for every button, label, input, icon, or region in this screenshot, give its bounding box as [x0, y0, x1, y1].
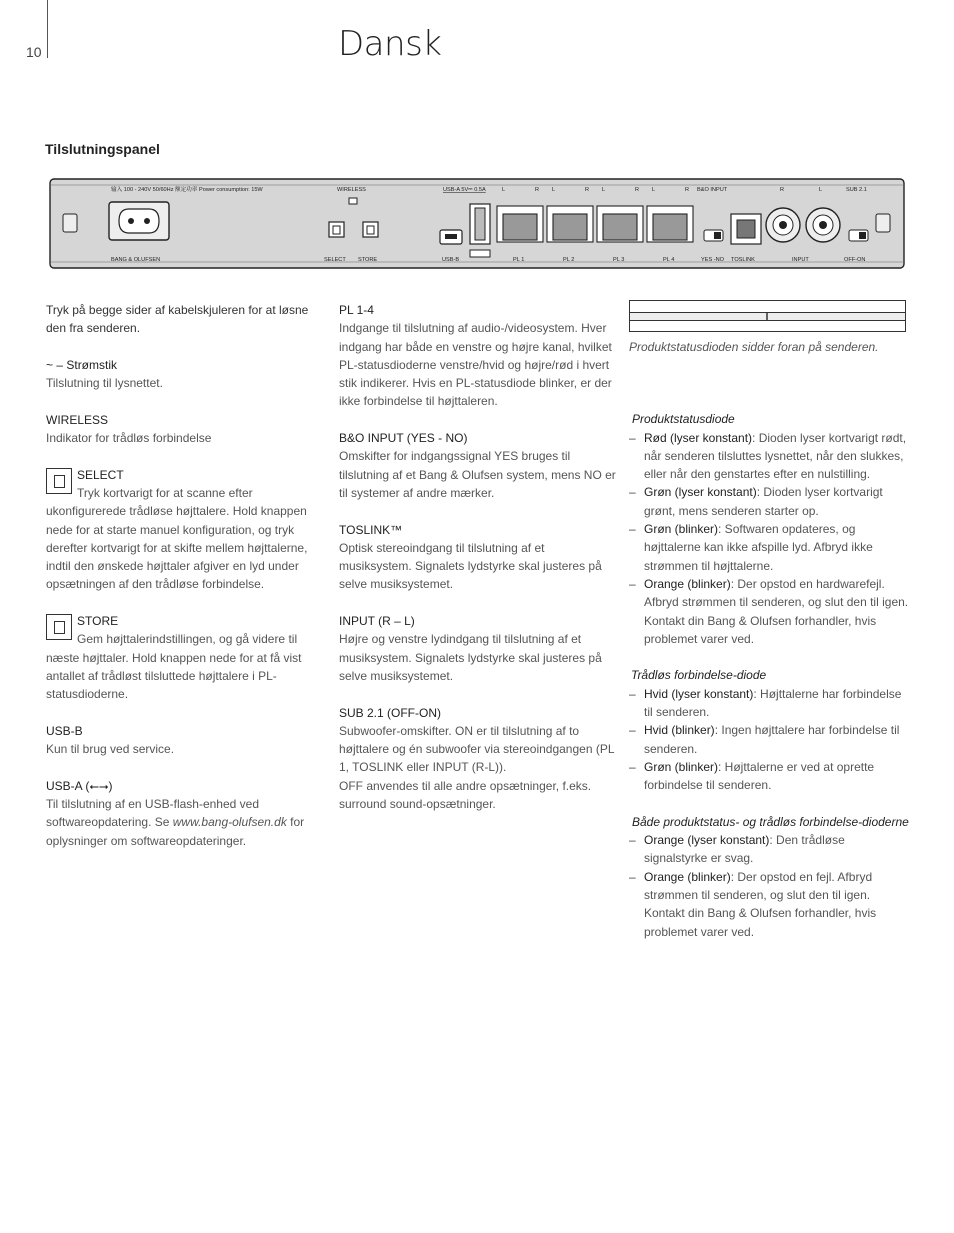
usba-body-1: Til tilslutning af en USB-flash-enhed ved softwareopdatering. Se: [46, 797, 259, 830]
page-number: 10: [26, 44, 42, 60]
label-input: INPUT: [792, 257, 809, 263]
label-channel-1: L: [502, 187, 506, 193]
both-diodes-heading: Både produktstatus- og trådløs forbindelse-dioderne: [632, 814, 909, 829]
list-item-description: : Softwaren opdateres, og højttalerne kan ikke afspille lyd. Afbryd ikke strømmen til højttalerne.: [644, 522, 873, 573]
usbb-heading: USB-B: [46, 723, 83, 738]
bo-input-heading: B&O INPUT (YES - NO): [339, 431, 468, 446]
pl-body: Indgange til tilslutning af audio-/videosystem. Hver indgang har både en venstre og højre kanal, hvilket PL-statusdioderne venstre/hvid og højre/rød i hvert stik indikerer. Hvis en PL-statusdiode blinker, er der ikke forbindelse til højttaleren.: [339, 321, 612, 409]
list-item: [629, 868, 909, 941]
bo-input-section: [339, 429, 617, 502]
label-channel-2: R: [535, 187, 540, 193]
power-section: [46, 356, 321, 393]
website-link[interactable]: www.bang-olufsen.dk: [172, 815, 287, 830]
label-pl3: PL 3: [613, 257, 625, 263]
label-pl2: PL 2: [563, 257, 575, 263]
label-store: STORE: [358, 257, 378, 263]
list-item-term: Grøn (blinker): [644, 522, 719, 537]
list-item: [629, 575, 909, 648]
label-sub: SUB 2.1: [846, 187, 867, 193]
select-section: [46, 466, 321, 594]
wireless-diode-list: [629, 685, 909, 795]
label-brand: BANG & OLUFSEN: [111, 257, 161, 263]
store-button-icon: [46, 614, 72, 640]
toslink-heading: TOSLINK™: [339, 522, 403, 537]
label-channel-6: R: [635, 187, 640, 193]
status-diode-illustration: [629, 300, 906, 333]
label-channel-3: L: [552, 187, 556, 193]
intro-text: Tryk på begge sider af kabelskjuleren for at løsne den fra senderen.: [46, 303, 309, 336]
list-item-description: : Højttalerne er ved at oprette forbindelse til senderen.: [644, 759, 875, 793]
column-3: [629, 338, 909, 941]
list-item-description: : Dioden lyser kortvarigt grønt, mens senderen starter op.: [644, 485, 883, 518]
sub-body-2: OFF anvendes til alle andre opsætninger, f.eks. surround sound-opsætninger.: [339, 778, 592, 812]
wireless-section: [46, 411, 321, 448]
column-1: [46, 301, 321, 868]
pl-section: [339, 301, 617, 411]
list-item: [629, 429, 909, 484]
usba-body-2: for oplysninger om softwareopdateringer.: [46, 815, 305, 848]
label-yes-no: YES -NO: [701, 257, 725, 263]
column-2: [339, 301, 617, 832]
label-channel-4: R: [585, 187, 590, 193]
list-item: [629, 721, 909, 758]
list-item-term: Orange (blinker): [644, 576, 731, 591]
list-item-term: Grøn (lyser konstant): [644, 485, 757, 500]
select-body: Tryk kortvarigt for at scanne efter ukonfigurerede trådløse højttalere. Hold knappen nede for at starte manuel konfiguration, og tryk derefter kortvarigt for at skifte mellem højttalerne, indtil den ønskede højttaler afgiver en lyd under opsætningen af den trådløse forbindelse.: [46, 485, 308, 592]
usba-heading: USB-A (⭠⭢): [46, 778, 113, 793]
bo-input-body: Omskifter for indgangssignal YES bruges til tilslutning af et Bang & Olufsen system, mens NO er til systemer af andre mærker.: [339, 449, 616, 500]
store-body: Gem højttalerindstillingen, og gå videre til næste højttaler. Hold knappen nede for at få vist antallet af trådløst tilsluttede højttalere i PL-statusdioderne.: [46, 632, 302, 702]
list-item-term: Grøn (blinker): [644, 759, 719, 774]
list-item-description: : Højttalerne har forbindelse til senderen.: [644, 686, 902, 720]
power-heading: ~ – Strømstik: [46, 357, 118, 372]
both-diodes-list: [629, 831, 909, 941]
sub-heading: SUB 2.1 (OFF-ON): [339, 705, 442, 720]
header-rule: [47, 0, 48, 58]
label-toslink: TOSLINK: [731, 257, 755, 263]
list-item-term: Rød (lyser konstant): [644, 430, 753, 445]
select-heading: SELECT: [77, 467, 124, 482]
input-heading: INPUT (R – L): [339, 614, 415, 629]
toslink-section: [339, 521, 617, 594]
list-item-description: : Der opstod en hardwarefejl. Afbryd strømmen til senderen, og slut den til igen. Kontakt din Bang & Olufsen forhandler, hvis problemet varer ved.: [644, 576, 909, 646]
store-heading: STORE: [77, 614, 119, 629]
toslink-body: Optisk stereoindgang til tilslutning af et musiksystem. Signalets lydstyrke skal justeres på selve musiksystemet.: [339, 540, 602, 592]
label-pl1: PL 1: [513, 257, 525, 263]
section-title: Tilslutningspanel: [45, 141, 160, 157]
list-item-description: : Den trådløse signalstyrke er svag.: [644, 833, 845, 866]
list-item: [629, 831, 909, 868]
diode-caption: Produktstatusdioden sidder foran på senderen.: [629, 340, 879, 354]
list-item: [629, 758, 909, 795]
list-item: [629, 520, 909, 575]
pl-heading: PL 1-4: [339, 303, 374, 317]
product-diode-list: [629, 429, 909, 649]
sub-section: [339, 704, 617, 814]
label-channel-5: L: [602, 187, 606, 193]
label-channel-8: R: [685, 187, 690, 193]
usba-section: [46, 777, 321, 850]
input-body: Højre og venstre lydindgang til tilslutning af et musiksystem. Signalets lydstyrke skal justeres på selve musiksystemet.: [339, 632, 602, 683]
usbb-section: [46, 722, 321, 759]
product-diode-heading: Produktstatusdiode: [632, 412, 735, 427]
list-item: [629, 483, 909, 520]
store-section: [46, 612, 321, 703]
list-item-description: : Ingen højttalere har forbindelse til senderen.: [644, 723, 900, 756]
page-title: Dansk: [338, 24, 442, 64]
label-usba-rating: USB-A 5V⎓ 0.5A: [443, 187, 486, 193]
label-bo-input: B&O INPUT: [697, 187, 728, 193]
select-button-icon: [46, 468, 72, 494]
list-item-term: Hvid (blinker): [644, 723, 715, 738]
label-input-r: R: [780, 187, 785, 193]
wireless-heading: WIRELESS: [46, 412, 109, 427]
list-item-term: Orange (blinker): [644, 869, 731, 884]
connection-panel-illustration: [47, 178, 907, 270]
label-select: SELECT: [324, 257, 346, 263]
power-body: Tilslutning til lysnettet.: [46, 376, 163, 391]
label-wireless: WIRELESS: [337, 187, 366, 193]
list-item-description: : Dioden lyser kortvarigt rødt, når senderen tilsluttes lysnettet, når den slukkes, eller når den genstartes efter en nulstilling.: [644, 430, 907, 482]
list-item: [629, 685, 909, 722]
wireless-diode-heading: Trådløs forbindelse-diode: [631, 668, 767, 683]
label-power-rating: 输入 100 - 240V 50/60Hz 额定功率 Power consumption: 15W: [111, 187, 263, 193]
label-usb-b: USB-B: [442, 257, 460, 263]
list-item-term: Hvid (lyser konstant): [644, 686, 754, 701]
sub-body-1: Subwoofer-omskifter. ON er til tilslutning af to højttalere og én subwoofer via stereoindgangen (PL 1, TOSLINK eller INPUT (R-L)).: [339, 723, 615, 775]
label-pl4: PL 4: [663, 257, 675, 263]
label-channel-7: L: [652, 187, 656, 193]
wireless-body: Indikator for trådløs forbindelse: [46, 431, 212, 446]
usbb-body: Kun til brug ved service.: [46, 742, 175, 757]
list-item-term: Orange (lyser konstant): [644, 833, 770, 848]
list-item-description: : Der opstod en fejl. Afbryd strømmen til senderen, og slut den til igen. Kontakt din Bang & Olufsen forhandler, hvis problemet varer ved.: [644, 869, 877, 939]
input-section: [339, 612, 617, 685]
label-input-l: L: [819, 187, 823, 193]
label-off-on: OFF-ON: [844, 257, 866, 263]
